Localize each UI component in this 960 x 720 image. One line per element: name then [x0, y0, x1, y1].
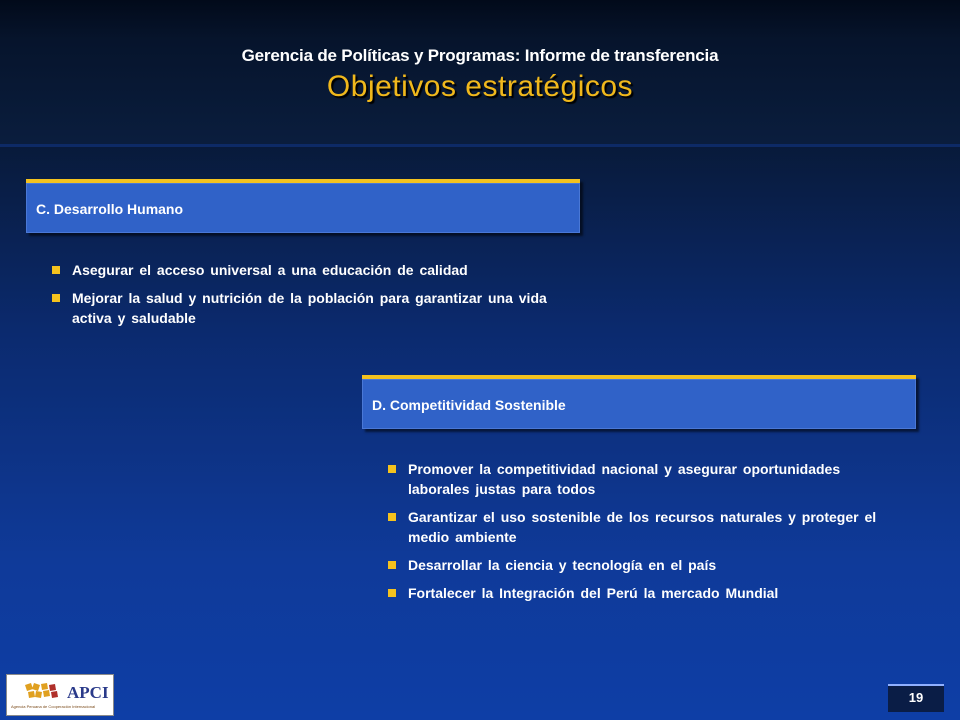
- list-item-text: Asegurar el acceso universal a una educación de calidad: [72, 262, 468, 278]
- list-item-text: Mejorar la salud y nutrición de la población para garantizar una vida activa y saludable: [72, 290, 547, 326]
- section-heading-competitividad-sostenible: [362, 375, 916, 429]
- list-item-text: Fortalecer la Integración del Perú la mercado Mundial: [408, 585, 779, 601]
- bullet-square-icon: [388, 465, 396, 473]
- bullet-square-icon: [52, 266, 60, 274]
- bullet-square-icon: [388, 589, 396, 597]
- section-heading-label: C. Desarrollo Humano: [36, 201, 184, 217]
- logo-tagline: Agencia Peruana de Cooperación Internacional: [11, 704, 96, 709]
- apci-logo: [6, 674, 114, 716]
- bullet-square-icon: [388, 561, 396, 569]
- list-item: [388, 459, 898, 499]
- slide-header: [0, 0, 960, 147]
- section-heading-desarrollo-humano: [26, 179, 580, 233]
- list-item: [388, 555, 898, 575]
- slide-subtitle: Gerencia de Políticas y Programas: Informe de transferencia: [241, 46, 719, 65]
- list-item-text: Garantizar el uso sostenible de los recursos naturales y proteger el medio ambiente: [408, 509, 877, 545]
- list-item: [388, 507, 898, 547]
- logo-text: APCI: [67, 683, 109, 702]
- bullet-square-icon: [388, 513, 396, 521]
- section-heading-label: D. Competitividad Sostenible: [372, 397, 566, 413]
- list-item: [52, 260, 572, 280]
- list-item-text: Promover la competitividad nacional y asegurar oportunidades laborales justas para todos: [408, 461, 841, 497]
- apci-emblem-icon: [23, 681, 63, 703]
- page-number: 19: [888, 684, 944, 712]
- list-item-text: Desarrollar la ciencia y tecnología en el país: [408, 557, 717, 573]
- slide-title: Objetivos estratégicos: [326, 70, 634, 103]
- list-item: [388, 583, 898, 603]
- bullet-list-desarrollo-humano: [52, 260, 572, 336]
- list-item: [52, 288, 572, 328]
- bullet-list-competitividad-sostenible: [388, 459, 898, 611]
- bullet-square-icon: [52, 294, 60, 302]
